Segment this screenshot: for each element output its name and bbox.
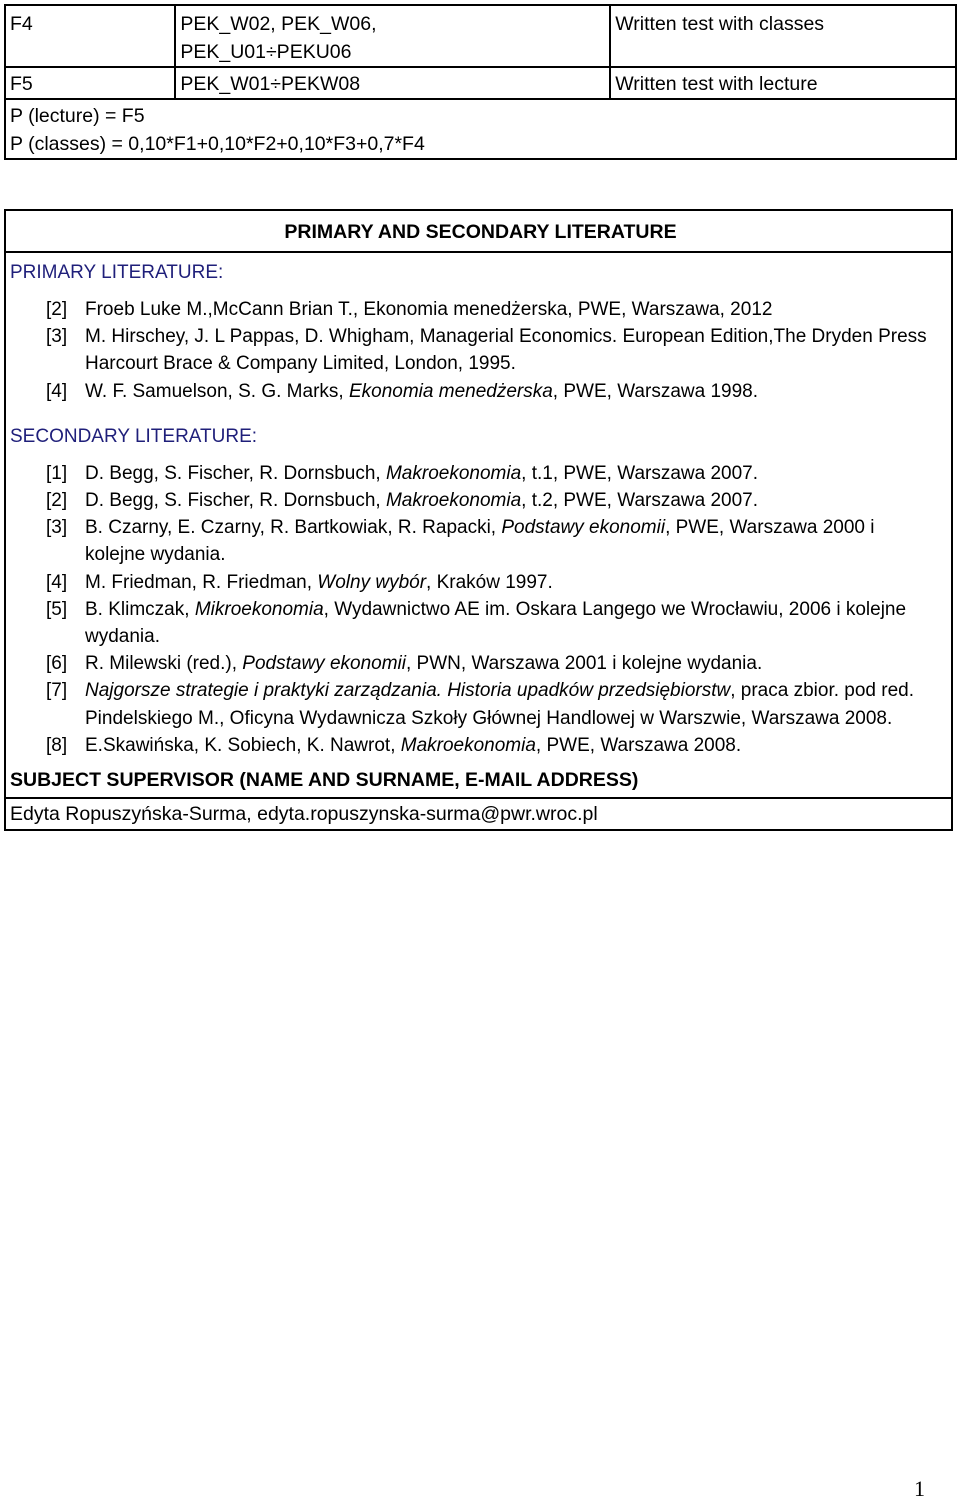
assessment-table — [4, 4, 957, 160]
primary-literature-list — [10, 296, 947, 405]
list-item — [10, 460, 947, 487]
list-item — [10, 487, 947, 514]
ref-text-post: , PWE, Warszawa 2000 i kolejne wydania. — [85, 517, 875, 566]
ref-text-post: , PWE, Warszawa 2008. — [535, 734, 742, 756]
ref-number: [8] — [46, 734, 68, 756]
ref-text: Froeb Luke M.,McCann Brian T., Ekonomia menedżerska, PWE, Warszawa, 2012 — [85, 299, 773, 320]
ref-text-pre: E.Skawińska, K. Sobiech, K. Nawrot, — [85, 734, 401, 756]
ref-number: [5] — [46, 598, 68, 620]
formula-lecture: P (lecture) = F5 — [10, 105, 145, 127]
ref-text-pre: R. Milewski (red.), — [85, 653, 243, 675]
list-item — [10, 732, 947, 759]
assessment-effects — [175, 5, 610, 67]
ref-text-pre: D. Begg, S. Fischer, R. Dornsbuch, — [85, 462, 386, 484]
ref-number: [4] — [46, 571, 68, 593]
list-item — [10, 596, 947, 650]
list-item — [10, 296, 947, 323]
effects-line: PEK_W02, PEK_W06, — [180, 13, 377, 35]
list-item — [10, 650, 947, 677]
formula-row — [5, 99, 956, 159]
list-item — [10, 378, 947, 405]
ref-title: Podstawy ekonomii — [242, 653, 406, 675]
list-item — [10, 514, 947, 568]
ref-text-post: , Kraków 1997. — [426, 571, 553, 593]
primary-literature-label: PRIMARY LITERATURE: — [10, 262, 224, 283]
ref-text-pre: D. Begg, S. Fischer, R. Dornsbuch, — [85, 490, 386, 512]
literature-body — [6, 253, 951, 767]
table-row — [5, 67, 956, 99]
assessment-method: Written test with classes — [610, 5, 956, 67]
ref-text-pre: B. Klimczak, — [85, 598, 195, 620]
assessment-code: F4 — [5, 5, 175, 67]
formula-classes: P (classes) = 0,10*F1+0,10*F2+0,10*F3+0,7*F4 — [10, 133, 425, 155]
ref-text-post: , t.1, PWE, Warszawa 2007. — [521, 462, 759, 484]
ref-number: [3] — [46, 517, 68, 539]
ref-title: Podstawy ekonomii — [501, 517, 666, 539]
ref-text-pre: B. Czarny, E. Czarny, R. Bartkowiak, R. Rapacki, — [85, 517, 502, 539]
literature-heading: PRIMARY AND SECONDARY LITERATURE — [6, 211, 951, 253]
ref-title: Wolny wybór — [317, 571, 427, 593]
ref-text-post: , Wydawnictwo AE im. Oskara Langego we Wrocławiu, 2006 i kolejne wydania. — [85, 598, 907, 648]
ref-number: [2] — [46, 299, 68, 320]
effects-line: PEK_U01÷PEKU06 — [180, 41, 352, 63]
list-item — [10, 569, 947, 596]
ref-number: [7] — [46, 680, 68, 702]
list-item — [10, 323, 947, 377]
ref-title: Makroekonomia — [385, 490, 522, 512]
secondary-literature-label: SECONDARY LITERATURE: — [10, 425, 258, 447]
ref-text-post: , t.2, PWE, Warszawa 2007. — [521, 490, 759, 512]
ref-number: [1] — [46, 462, 68, 484]
assessment-method: Written test with lecture — [610, 67, 956, 99]
assessment-effects: PEK_W01÷PEKW08 — [175, 67, 610, 99]
ref-text-pre: W. F. Samuelson, S. G. Marks, — [85, 380, 349, 402]
ref-title: Makroekonomia — [400, 734, 536, 756]
supervisor-heading: SUBJECT SUPERVISOR (NAME AND SURNAME, E-MAIL ADDRESS) — [6, 767, 951, 799]
ref-text-pre: M. Friedman, R. Friedman, — [85, 571, 318, 593]
page-number: 1 — [914, 1476, 925, 1501]
ref-text-post: , PWN, Warszawa 2001 i kolejne wydania. — [406, 653, 763, 675]
ref-number: [3] — [46, 326, 68, 348]
ref-text: M. Hirschey, J. L Pappas, D. Whigham, Managerial Economics. European Edition,The Dryden Press Harcourt Brace & Company Limited, London, 1995. — [85, 326, 927, 375]
ref-number: [4] — [46, 380, 68, 402]
grade-formula — [5, 99, 956, 159]
ref-title: Ekonomia menedżerska — [348, 380, 553, 402]
table-row — [5, 5, 956, 67]
assessment-code: F5 — [5, 67, 175, 99]
ref-title: Makroekonomia — [385, 462, 522, 484]
ref-title: Najgorsze strategie i praktyki zarządzania. Historia upadków przedsiębiorstw — [85, 680, 731, 702]
secondary-literature-list — [10, 460, 947, 759]
supervisor-contact: Edyta Ropuszyńska-Surma, edyta.ropuszynska-surma@pwr.wroc.pl — [10, 803, 598, 826]
ref-text-post: , praca zbior. pod red. Pindelskiego M., Oficyna Wydawnicza Szkoły Głównej Handlowej w Warszwie, Warszawa 2008. — [85, 680, 915, 729]
list-item — [10, 677, 947, 731]
ref-text-post: , PWE, Warszawa 1998. — [552, 380, 758, 402]
literature-section — [4, 209, 953, 831]
ref-number: [2] — [46, 490, 68, 512]
ref-number: [6] — [46, 653, 68, 675]
ref-title: Mikroekonomia — [194, 598, 324, 620]
